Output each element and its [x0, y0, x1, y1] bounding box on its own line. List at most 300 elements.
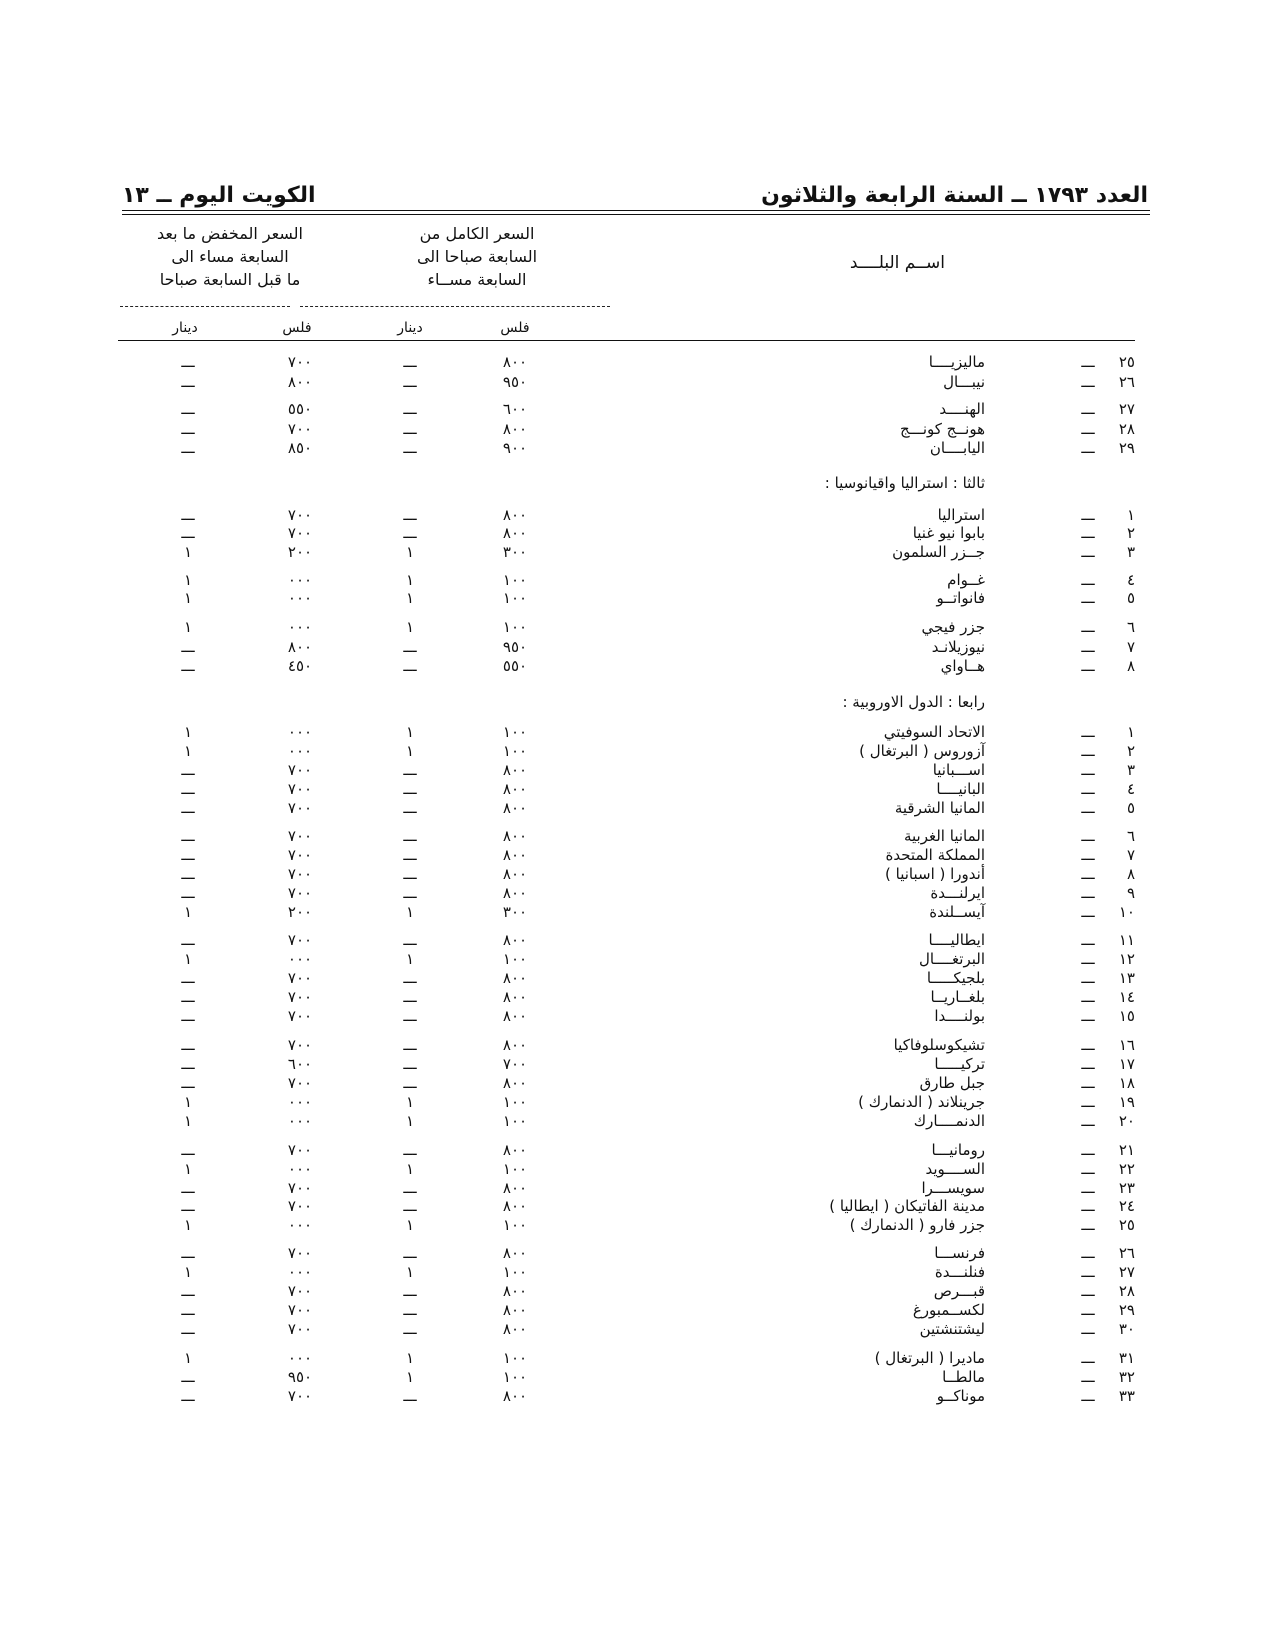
table-row — [0, 588, 1275, 608]
reduced-rate-header-line: ما قبل السابعة صباحا — [159, 270, 301, 289]
table-row — [0, 1159, 1275, 1179]
full-rate-dinar: ـــ — [403, 884, 417, 902]
full-rate-fils: ٨٠٠ — [502, 1387, 528, 1405]
reduced-rate-dinar: ـــ — [181, 1282, 195, 1300]
full-rate-fils: ١٠٠ — [502, 742, 528, 760]
country-name: الســــويد — [925, 1160, 985, 1178]
full-rate-dinar: ١ — [405, 1263, 415, 1281]
full-rate-fils: ٨٠٠ — [502, 1282, 528, 1300]
table-row — [0, 1243, 1275, 1263]
country-name: ماليزيــــا — [928, 353, 985, 371]
country-name: ليشتنشتين — [919, 1320, 985, 1338]
table-row — [0, 1054, 1275, 1074]
full-rate-fils: ٩٥٠ — [502, 373, 528, 391]
reduced-rate-dinar: ـــ — [181, 1179, 195, 1197]
reduced-rate-fils: ٧٠٠ — [287, 969, 313, 987]
row-dash: ـــ — [1081, 524, 1095, 542]
reduced-rate-dinar: ـــ — [181, 884, 195, 902]
row-dash: ـــ — [1081, 1263, 1095, 1281]
row-dash: ـــ — [1081, 1036, 1095, 1054]
row-dash: ـــ — [1081, 884, 1095, 902]
reduced-rate-fils: ٧٠٠ — [287, 1141, 313, 1159]
table-row — [0, 1215, 1275, 1235]
full-rate-dinar: ـــ — [403, 420, 417, 438]
table-row — [0, 845, 1275, 865]
row-number: ٧ — [1126, 638, 1135, 656]
row-number: ٢٥ — [1118, 1216, 1135, 1234]
table-row — [0, 722, 1275, 742]
table-row — [0, 741, 1275, 761]
full-rate-dinar: ـــ — [403, 638, 417, 656]
full-rate-fils: ٨٠٠ — [502, 884, 528, 902]
country-name: أندورا ( اسبانيا ) — [885, 865, 985, 883]
row-dash: ـــ — [1081, 931, 1095, 949]
row-number: ٢١ — [1118, 1141, 1135, 1159]
full-rate-dinar: ١ — [405, 1349, 415, 1367]
full-rate-fils: ٨٠٠ — [502, 1301, 528, 1319]
full-rate-dinar: ١ — [405, 1216, 415, 1234]
country-name: الهنــــد — [939, 400, 985, 418]
full-rate-dinar: ١ — [405, 1093, 415, 1111]
full-rate-fils: ١٠٠ — [502, 1160, 528, 1178]
row-dash: ـــ — [1081, 353, 1095, 371]
full-rate-fils: ٩٥٠ — [502, 638, 528, 656]
row-number: ٣٢ — [1118, 1368, 1135, 1386]
country-name: آزوروس ( البرتغال ) — [859, 742, 985, 760]
table-row — [0, 1092, 1275, 1112]
reduced-rate-dinar: ١ — [183, 1216, 193, 1234]
row-number: ٣١ — [1118, 1349, 1135, 1367]
full-rate-dinar: ١ — [405, 571, 415, 589]
reduced-rate-dinar: ـــ — [181, 638, 195, 656]
country-name: البرتغــــال — [919, 950, 985, 968]
full-rate-dinar: ـــ — [403, 373, 417, 391]
reduced-rate-dinar: ـــ — [181, 524, 195, 542]
row-dash: ـــ — [1081, 618, 1095, 636]
full-rate-dinar: ١ — [405, 903, 415, 921]
reduced-rate-dinar: ١ — [183, 1160, 193, 1178]
full-rate-dinar: ـــ — [403, 865, 417, 883]
reduced-rate-fils: ٨٥٠ — [287, 439, 313, 457]
reduced-rate-fils: ٠٠٠ — [287, 950, 313, 968]
reduced-rate-dinar: ـــ — [181, 400, 195, 418]
full-rate-fils: ٣٠٠ — [502, 543, 528, 561]
country-name: الاتحاد السوفيتي — [883, 723, 985, 741]
country-name: فنلنـــدة — [934, 1263, 985, 1281]
country-name: اســـبانيا — [932, 761, 985, 779]
reduced-rate-fils: ٧٠٠ — [287, 1197, 313, 1215]
row-number: ١١ — [1118, 931, 1135, 949]
reduced-rate-dinar: ـــ — [181, 1141, 195, 1159]
table-row — [0, 505, 1275, 525]
reduced-rate-fils: ٨٠٠ — [287, 373, 313, 391]
reduced-rate-dinar: ـــ — [181, 865, 195, 883]
full-rate-dinar: ـــ — [403, 1244, 417, 1262]
reduced-rate-fils: ٧٠٠ — [287, 780, 313, 798]
full-rate-dinar: ـــ — [403, 1197, 417, 1215]
row-dash: ـــ — [1081, 1141, 1095, 1159]
row-dash: ـــ — [1081, 799, 1095, 817]
country-name: المانيا الشرقية — [894, 799, 985, 817]
row-dash: ـــ — [1081, 1074, 1095, 1092]
full-rate-fils: ١٠٠ — [502, 1216, 528, 1234]
reduced-rate-fils: ٠٠٠ — [287, 1160, 313, 1178]
row-number: ٣٣ — [1118, 1387, 1135, 1405]
table-row — [0, 523, 1275, 543]
table-row — [0, 930, 1275, 950]
reduced-rate-fils: ٧٠٠ — [287, 865, 313, 883]
full-rate-dinar: ـــ — [403, 988, 417, 1006]
row-dash: ـــ — [1081, 865, 1095, 883]
row-number: ٦ — [1126, 827, 1135, 845]
table-row — [0, 1348, 1275, 1368]
full-rate-fils: ٨٠٠ — [502, 506, 528, 524]
header-rule-double — [122, 214, 1150, 215]
full-rate-fils: ١٠٠ — [502, 1368, 528, 1386]
row-dash: ـــ — [1081, 373, 1095, 391]
row-dash: ـــ — [1081, 1387, 1095, 1405]
table-row — [0, 949, 1275, 969]
reduced-rate-fils: ٧٠٠ — [287, 1387, 313, 1405]
table-row — [0, 570, 1275, 590]
table-row — [0, 637, 1275, 657]
full-rate-fils: ٣٠٠ — [502, 903, 528, 921]
row-number: ٢٩ — [1118, 1301, 1135, 1319]
full-dinar-unit: دينار — [397, 320, 423, 336]
row-dash: ـــ — [1081, 903, 1095, 921]
table-row — [0, 1073, 1275, 1093]
reduced-rate-fils: ٧٠٠ — [287, 1282, 313, 1300]
full-rate-fils: ٨٠٠ — [502, 1179, 528, 1197]
row-number: ٨ — [1126, 865, 1135, 883]
full-rate-dinar: ـــ — [403, 780, 417, 798]
country-name: ايرلنـــدة — [930, 884, 985, 902]
full-rate-dinar: ١ — [405, 742, 415, 760]
table-row — [0, 1262, 1275, 1282]
full-rate-fils: ٨٠٠ — [502, 1141, 528, 1159]
full-rate-fils: ٦٠٠ — [502, 400, 528, 418]
section-title-europe: رابعا : الدول الاوروبية : — [842, 693, 985, 711]
row-number: ٣ — [1126, 761, 1135, 779]
full-rate-dinar: ١ — [405, 589, 415, 607]
country-name: رومانيـــا — [931, 1141, 985, 1159]
reduced-rate-dinar: ـــ — [181, 506, 195, 524]
reduced-rate-fils: ٨٠٠ — [287, 638, 313, 656]
reduced-rate-dinar: ١ — [183, 571, 193, 589]
row-dash: ـــ — [1081, 846, 1095, 864]
full-rate-header-line: السابعة مســاء — [427, 270, 527, 289]
reduced-rate-dinar: ـــ — [181, 931, 195, 949]
country-name: فانواتــو — [936, 589, 985, 607]
reduced-rate-fils: ٧٠٠ — [287, 1179, 313, 1197]
row-dash: ـــ — [1081, 571, 1095, 589]
full-rate-fils: ١٠٠ — [502, 723, 528, 741]
full-rate-dinar: ـــ — [403, 846, 417, 864]
row-number: ٢٧ — [1118, 1263, 1135, 1281]
table-row — [0, 1178, 1275, 1198]
full-rate-rule — [300, 306, 610, 307]
reduced-rate-rule — [120, 306, 290, 307]
row-number: ٣ — [1126, 543, 1135, 561]
row-dash: ـــ — [1081, 827, 1095, 845]
row-dash: ـــ — [1081, 1244, 1095, 1262]
reduced-rate-fils: ٧٠٠ — [287, 1320, 313, 1338]
full-rate-fils: ١٠٠ — [502, 1093, 528, 1111]
reduced-rate-dinar: ١ — [183, 742, 193, 760]
row-dash: ـــ — [1081, 1282, 1095, 1300]
row-dash: ـــ — [1081, 1055, 1095, 1073]
full-rate-fils: ٥٥٠ — [502, 657, 528, 675]
table-row — [0, 617, 1275, 637]
country-name: نيبـــال — [943, 373, 985, 391]
reduced-rate-dinar: ـــ — [181, 1074, 195, 1092]
full-rate-dinar: ١ — [405, 1368, 415, 1386]
reduced-rate-dinar: ـــ — [181, 780, 195, 798]
full-rate-fils: ٨٠٠ — [502, 799, 528, 817]
row-number: ١٨ — [1118, 1074, 1135, 1092]
reduced-rate-dinar: ١ — [183, 1349, 193, 1367]
reduced-rate-fils: ٧٠٠ — [287, 1301, 313, 1319]
reduced-rate-dinar: ـــ — [181, 761, 195, 779]
row-dash: ـــ — [1081, 1301, 1095, 1319]
table-row — [0, 399, 1275, 419]
table-row — [0, 864, 1275, 884]
country-name: استراليا — [937, 506, 985, 524]
table-row — [0, 987, 1275, 1007]
table-row — [0, 1140, 1275, 1160]
reduced-rate-dinar: ـــ — [181, 1368, 195, 1386]
table-row — [0, 542, 1275, 562]
full-rate-dinar: ١ — [405, 1112, 415, 1130]
row-number: ٢٥ — [1118, 353, 1135, 371]
reduced-rate-dinar: ١ — [183, 543, 193, 561]
reduced-rate-dinar: ١ — [183, 723, 193, 741]
reduced-rate-fils: ٧٠٠ — [287, 931, 313, 949]
country-name: مدينة الفاتيكان ( ايطاليا ) — [829, 1197, 985, 1215]
row-number: ١٩ — [1118, 1093, 1135, 1111]
row-number: ٥ — [1126, 799, 1135, 817]
full-rate-fils: ٨٠٠ — [502, 827, 528, 845]
row-number: ٢٣ — [1118, 1179, 1135, 1197]
row-number: ٢٨ — [1118, 420, 1135, 438]
full-rate-fils: ٨٠٠ — [502, 1007, 528, 1025]
table-row — [0, 419, 1275, 439]
row-number: ١٤ — [1118, 988, 1135, 1006]
table-row — [0, 1367, 1275, 1387]
reduced-rate-fils: ٧٠٠ — [287, 1074, 313, 1092]
reduced-rate-dinar: ـــ — [181, 1387, 195, 1405]
row-number: ٦ — [1126, 618, 1135, 636]
full-rate-fils: ١٠٠ — [502, 1263, 528, 1281]
reduced-rate-fils: ٦٠٠ — [287, 1055, 313, 1073]
row-dash: ـــ — [1081, 1007, 1095, 1025]
row-dash: ـــ — [1081, 1093, 1095, 1111]
row-dash: ـــ — [1081, 723, 1095, 741]
row-number: ٢٩ — [1118, 439, 1135, 457]
country-name: ماديرا ( البرتغال ) — [874, 1349, 985, 1367]
full-rate-dinar: ـــ — [403, 827, 417, 845]
table-row — [0, 1196, 1275, 1216]
table-row — [0, 656, 1275, 676]
reduced-rate-dinar: ـــ — [181, 1244, 195, 1262]
table-row — [0, 883, 1275, 903]
row-dash: ـــ — [1081, 1368, 1095, 1386]
reduced-rate-fils: ٧٠٠ — [287, 827, 313, 845]
full-rate-dinar: ١ — [405, 543, 415, 561]
row-number: ٥ — [1126, 589, 1135, 607]
table-row — [0, 1281, 1275, 1301]
country-name: سويســـرا — [921, 1179, 985, 1197]
row-number: ٢٢ — [1118, 1160, 1135, 1178]
reduced-rate-fils: ٧٠٠ — [287, 761, 313, 779]
full-rate-fils: ٨٠٠ — [502, 524, 528, 542]
country-name: تشيكوسلوفاكيا — [893, 1036, 985, 1054]
reduced-rate-fils: ٠٠٠ — [287, 571, 313, 589]
reduced-rate-fils: ٠٠٠ — [287, 723, 313, 741]
reduced-rate-dinar: ١ — [183, 589, 193, 607]
reduced-rate-dinar: ١ — [183, 1093, 193, 1111]
country-name: بلجيكـــــا — [926, 969, 985, 987]
full-rate-fils: ٨٠٠ — [502, 846, 528, 864]
row-dash: ـــ — [1081, 742, 1095, 760]
reduced-rate-dinar: ـــ — [181, 353, 195, 371]
row-number: ١٢ — [1118, 950, 1135, 968]
full-rate-dinar: ـــ — [403, 1282, 417, 1300]
country-name: مالطــا — [942, 1368, 985, 1386]
row-number: ١ — [1126, 506, 1135, 524]
country-name: الدنمــــارك — [913, 1112, 985, 1130]
full-rate-fils: ٨٠٠ — [502, 1320, 528, 1338]
reduced-rate-fils: ٩٥٠ — [287, 1368, 313, 1386]
reduced-rate-dinar: ـــ — [181, 799, 195, 817]
full-rate-fils: ٨٠٠ — [502, 931, 528, 949]
country-name: غــوام — [947, 571, 985, 589]
reduced-rate-fils: ٧٠٠ — [287, 884, 313, 902]
full-rate-dinar: ١ — [405, 618, 415, 636]
row-number: ٤ — [1126, 571, 1135, 589]
reduced-rate-dinar: ـــ — [181, 420, 195, 438]
row-number: ١٧ — [1118, 1055, 1135, 1073]
row-dash: ـــ — [1081, 1216, 1095, 1234]
row-dash: ـــ — [1081, 969, 1095, 987]
full-rate-header-line: السابعة صباحا الى — [416, 247, 538, 266]
reduced-rate-fils: ٧٠٠ — [287, 524, 313, 542]
country-name: هونــج كونـــج — [899, 420, 985, 438]
row-number: ١ — [1126, 723, 1135, 741]
row-number: ٣٠ — [1118, 1320, 1135, 1338]
section-title-oceania: ثالثا : استراليا واقيانوسيا : — [824, 474, 985, 492]
full-rate-fils: ١٠٠ — [502, 618, 528, 636]
country-name: لكســمبورغ — [912, 1301, 985, 1319]
row-number: ١٥ — [1118, 1007, 1135, 1025]
full-rate-fils: ١٠٠ — [502, 571, 528, 589]
row-dash: ـــ — [1081, 1349, 1095, 1367]
row-number: ٤ — [1126, 780, 1135, 798]
row-dash: ـــ — [1081, 543, 1095, 561]
reduced-rate-fils: ٧٠٠ — [287, 988, 313, 1006]
row-number: ٩ — [1126, 884, 1135, 902]
table-row — [0, 760, 1275, 780]
country-name: فرنســـا — [934, 1244, 985, 1262]
full-rate-fils: ٨٠٠ — [502, 988, 528, 1006]
row-dash: ـــ — [1081, 780, 1095, 798]
row-number: ٢٦ — [1118, 373, 1135, 391]
reduced-rate-fils: ٠٠٠ — [287, 618, 313, 636]
reduced-rate-fils: ٠٠٠ — [287, 1093, 313, 1111]
row-dash: ـــ — [1081, 1197, 1095, 1215]
reduced-rate-dinar: ـــ — [181, 1197, 195, 1215]
reduced-rate-fils: ٠٠٠ — [287, 742, 313, 760]
table-row — [0, 1319, 1275, 1339]
full-rate-dinar: ـــ — [403, 1036, 417, 1054]
row-dash: ـــ — [1081, 589, 1095, 607]
row-number: ٢ — [1126, 742, 1135, 760]
country-name: اليابــــان — [929, 439, 985, 457]
country-name: جرينلاند ( الدنمارك ) — [858, 1093, 985, 1111]
reduced-rate-fils: ٠٠٠ — [287, 1349, 313, 1367]
reduced-rate-dinar: ـــ — [181, 846, 195, 864]
full-rate-fils: ٨٠٠ — [502, 1197, 528, 1215]
row-dash: ـــ — [1081, 950, 1095, 968]
reduced-rate-header-line: السعر المخفض ما بعد — [156, 224, 303, 243]
full-rate-dinar: ـــ — [403, 524, 417, 542]
row-number: ١٠ — [1118, 903, 1135, 921]
full-rate-dinar: ـــ — [403, 1179, 417, 1197]
row-number: ١٦ — [1118, 1036, 1135, 1054]
country-name: هــاواي — [940, 657, 985, 675]
reduced-rate-dinar: ـــ — [181, 1036, 195, 1054]
full-fils-unit: فلس — [500, 320, 530, 336]
reduced-rate-fils: ٢٠٠ — [287, 903, 313, 921]
row-number: ٢٠ — [1118, 1112, 1135, 1130]
country-name: بلغــاريــا — [930, 988, 985, 1006]
reduced-rate-fils: ٠٠٠ — [287, 1216, 313, 1234]
reduced-rate-header-line: السابعة مساء الى — [171, 247, 289, 266]
reduced-rate-dinar: ـــ — [181, 827, 195, 845]
full-rate-fils: ٨٠٠ — [502, 353, 528, 371]
reduced-rate-header — [135, 222, 325, 291]
country-name: البانيــــا — [936, 780, 985, 798]
table-row — [0, 1111, 1275, 1131]
row-number: ١٣ — [1118, 969, 1135, 987]
full-rate-dinar: ـــ — [403, 799, 417, 817]
table-row — [0, 798, 1275, 818]
country-name: بابوا نيو غنيا — [912, 524, 985, 542]
row-number: ٨ — [1126, 657, 1135, 675]
reduced-rate-dinar: ـــ — [181, 988, 195, 1006]
publication-header: الكويت اليوم ــ ١٣ — [122, 183, 316, 208]
table-row — [0, 902, 1275, 922]
reduced-rate-fils: ٠٠٠ — [287, 1112, 313, 1130]
reduced-dinar-unit: دينار — [172, 320, 198, 336]
reduced-rate-dinar: ١ — [183, 618, 193, 636]
full-rate-dinar: ـــ — [403, 353, 417, 371]
country-name: المملكة المتحدة — [885, 846, 985, 864]
reduced-rate-fils: ٠٠٠ — [287, 589, 313, 607]
reduced-rate-fils: ٧٠٠ — [287, 846, 313, 864]
reduced-rate-fils: ٥٥٠ — [287, 400, 313, 418]
full-rate-dinar: ـــ — [403, 1074, 417, 1092]
country-name: جــزر السلمون — [892, 543, 985, 561]
full-rate-dinar: ـــ — [403, 506, 417, 524]
full-rate-dinar: ـــ — [403, 1301, 417, 1319]
full-rate-dinar: ١ — [405, 1160, 415, 1178]
full-rate-dinar: ـــ — [403, 1387, 417, 1405]
table-row — [0, 352, 1275, 372]
row-number: ٢٧ — [1118, 400, 1135, 418]
reduced-rate-fils: ٤٥٠ — [287, 657, 313, 675]
table-row — [0, 1386, 1275, 1406]
